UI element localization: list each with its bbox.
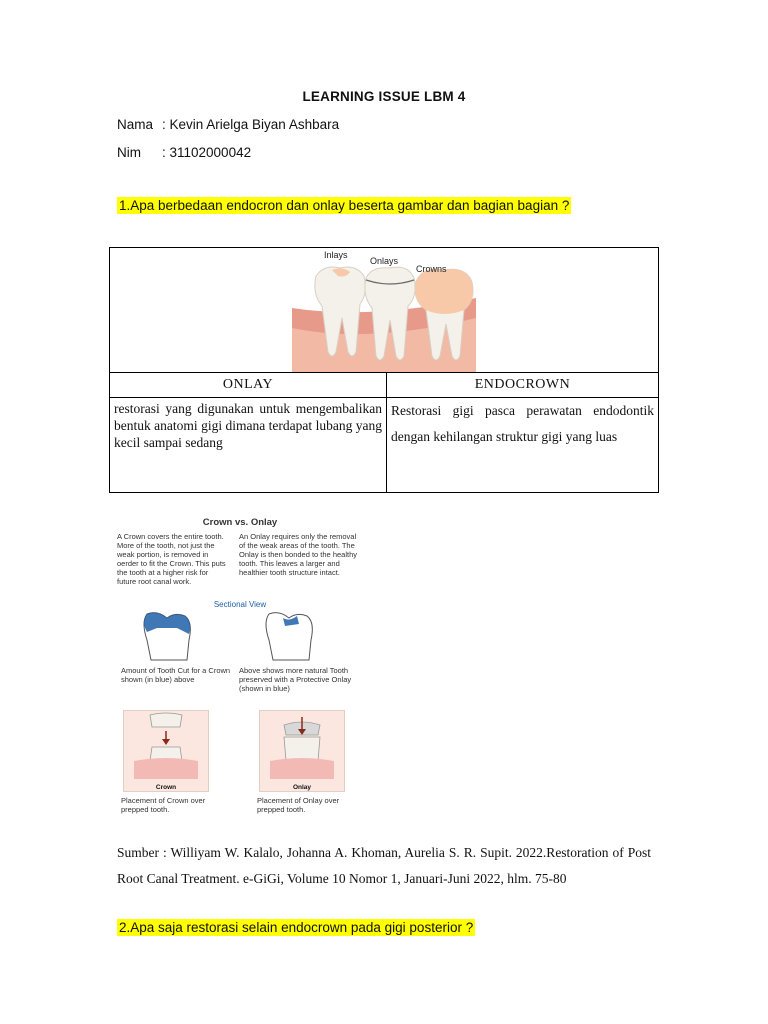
nim-value: : 31102000042 [162,145,252,160]
onlay-section-icon [266,613,312,660]
question-2 [117,920,475,935]
crown-vs-onlay-figure [117,514,363,814]
figure-title: Crown vs. Onlay [202,517,278,528]
onlay-explanation: An Onlay requires only the removal of the weak areas of the tooth. The Onlay is then bonded to the healthy tooth. This leaves a larger and healthier tooth structure intact. [239,532,358,577]
crown-cut-caption: Amount of Tooth Cut for a Crown shown (in blue) above [121,666,231,684]
nim-row [117,145,251,160]
crown-placement-box [123,710,209,792]
crown-placement-caption: Placement of Crown over prepped tooth. [121,796,206,814]
onlay-placement-box [259,710,345,792]
question-1 [117,198,571,213]
crown-box-label: Crown [155,784,177,791]
name-label: Nama [117,117,154,132]
crown-explanation: A Crown covers the entire tooth. More of the tooth, not just the weak portion, is removed in oerder to fit the Crown. This puts the tooth at a higher risk for future root canal work. [117,532,226,586]
endocrown-header: ENDOCROWN [387,373,659,398]
crown-placement-drawing [124,711,208,781]
teeth-figure [110,248,658,372]
sectional-view-drawing [117,610,363,662]
page-title: LEARNING ISSUE LBM 4 [302,89,466,104]
sectional-view-label: Sectional View [213,600,267,609]
inlays-label: Inlays [324,250,348,260]
crowns-label: Crowns [416,264,447,274]
crown-section-icon [144,613,190,660]
onlay-placement-caption: Placement of Onlay over prepped tooth. [257,796,340,814]
question-1-text: 1.Apa berbedaan endocron dan onlay beserta gambar dan bagian bagian ? [119,198,570,213]
name-value: : Kevin Arielga Biyan Ashbara [162,117,340,132]
onlay-box-label: Onlay [292,784,312,791]
source-citation: Sumber : Williyam W. Kalalo, Johanna A. Khoman, Aurelia S. R. Supit. 2022.Restoration of Post Root Canal Treatment. e-GiGi, Volume 10 Nomor 1, Januari-Juni 2022, hlm. 75-80 [117,845,651,886]
onlay-header: ONLAY [110,373,387,398]
endocrown-description: Restorasi gigi pasca perawatan endodontik dengan kehilangan struktur gigi yang luas [387,398,659,493]
onlay-placement-drawing [260,711,344,781]
onlay-description: restorasi yang digunakan untuk mengembalikan bentuk anatomi gigi dimana terdapat lubang yang kecil sampai sedang [110,398,387,493]
name-row [117,117,339,132]
onlay-cut-caption: Above shows more natural Tooth preserved with a Protective Onlay (shown in blue) [239,666,352,693]
teeth-figure-cell [110,248,659,373]
onlays-label: Onlays [370,256,399,266]
nim-label: Nim [117,145,141,160]
question-2-text: 2.Apa saja restorasi selain endocrown pada gigi posterior ? [119,920,474,935]
comparison-table [109,247,659,493]
